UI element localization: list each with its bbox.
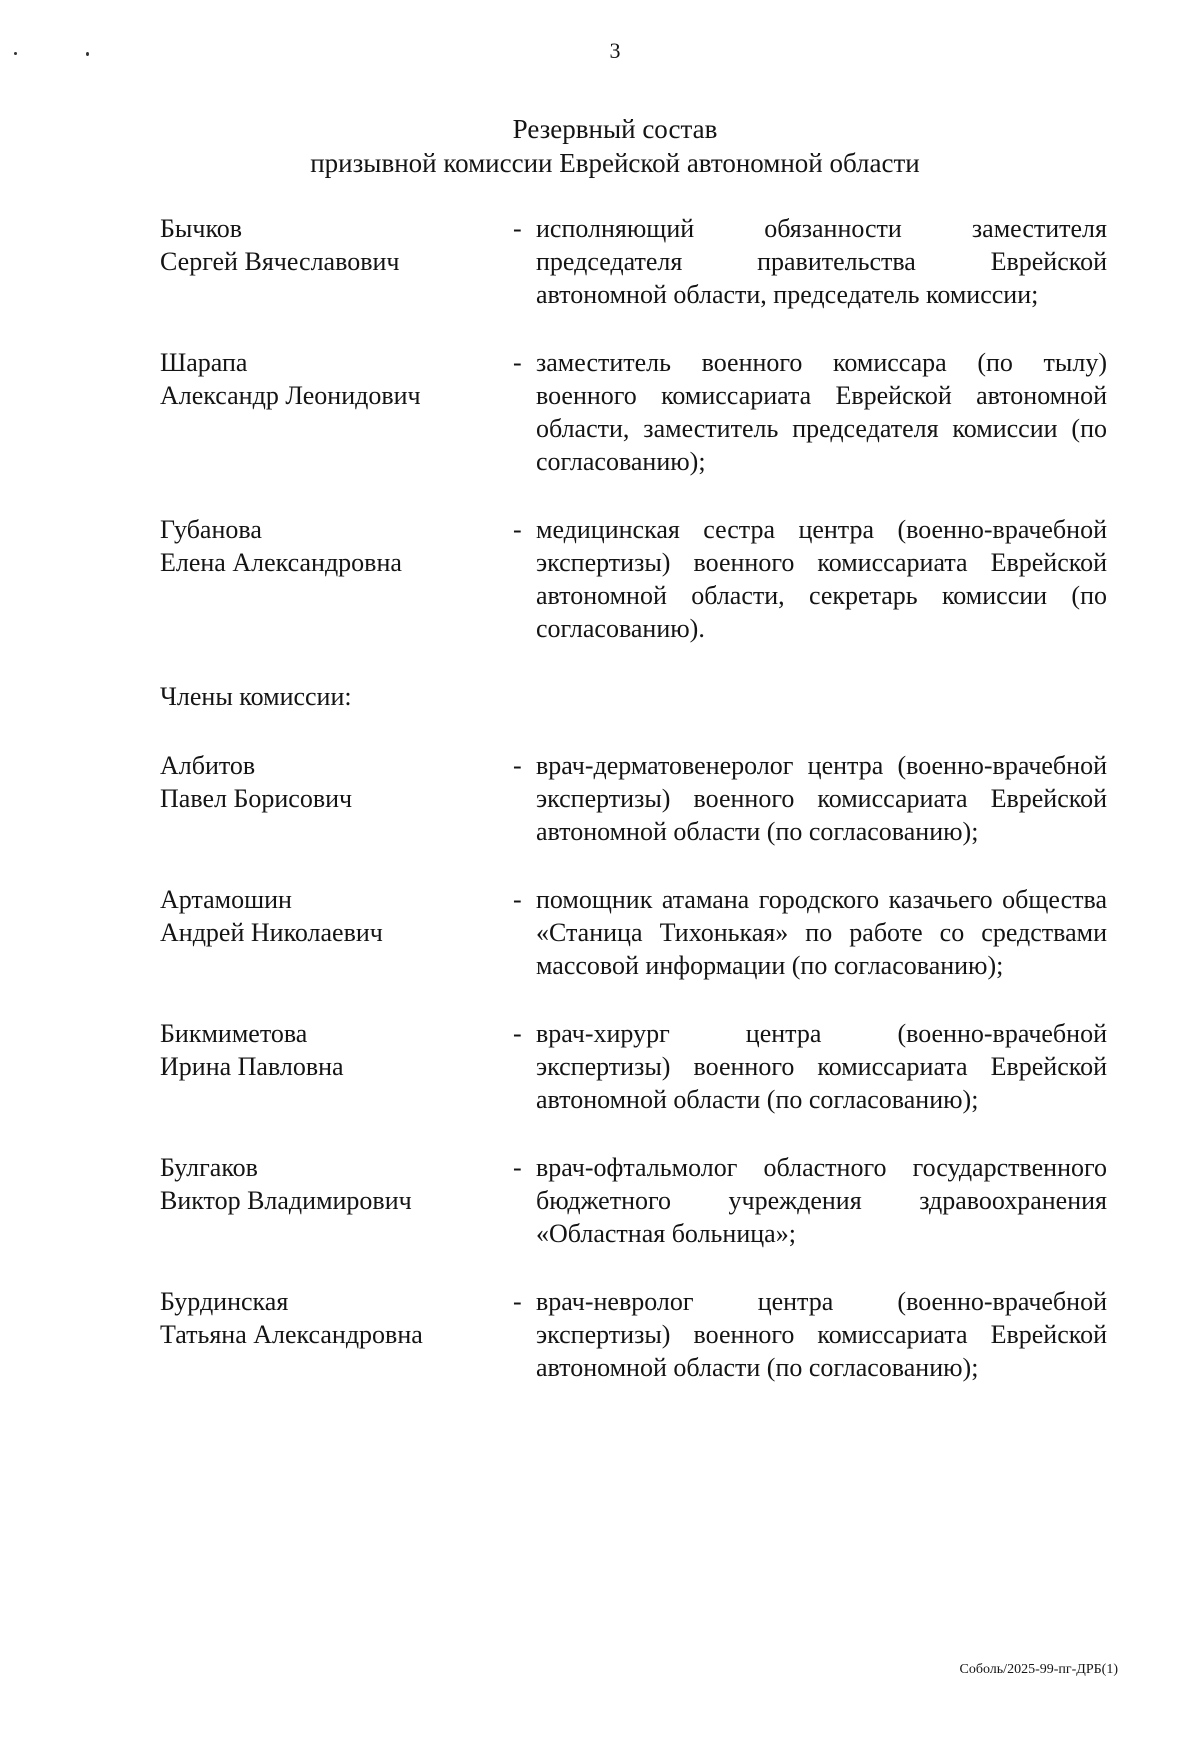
title-line-2: призывной комиссии Еврейской автономной области bbox=[310, 148, 920, 178]
position-description: врач-невролог центра (военно-врачебной экспертизы) военного комиссариата Еврейской автономной области (по согласованию); bbox=[536, 1287, 1107, 1382]
dash: - bbox=[513, 751, 522, 780]
position-description: заместитель военного комиссара (по тылу) военного комиссариата Еврейской автономной области, заместитель председателя комиссии (по согласованию); bbox=[536, 348, 1107, 476]
given-names: Ирина Павловна bbox=[160, 1052, 344, 1081]
position-description: врач-хирург центра (военно-врачебной экспертизы) военного комиссариата Еврейской автономной области (по согласованию); bbox=[536, 1019, 1107, 1114]
surname: Артамошин bbox=[160, 885, 292, 914]
dash: - bbox=[513, 214, 522, 243]
person-name bbox=[160, 1151, 510, 1250]
given-names: Павел Борисович bbox=[160, 784, 353, 813]
position-description: врач-дерматовенеролог центра (военно-врачебной экспертизы) военного комиссариата Еврейской автономной области (по согласованию); bbox=[536, 751, 1107, 846]
surname: Бурдинская bbox=[160, 1287, 289, 1316]
commission-entry bbox=[160, 346, 1107, 478]
person-name bbox=[160, 513, 510, 645]
person-name bbox=[160, 883, 510, 982]
given-names: Татьяна Александровна bbox=[160, 1320, 423, 1349]
member-entry bbox=[160, 1017, 1107, 1116]
dash: - bbox=[513, 1287, 522, 1316]
given-names: Виктор Владимирович bbox=[160, 1186, 412, 1215]
dash: - bbox=[513, 1153, 522, 1182]
surname: Албитов bbox=[160, 751, 256, 780]
members-heading: Члены комиссии: bbox=[160, 682, 352, 711]
person-name bbox=[160, 1285, 510, 1384]
position-description: медицинская сестра центра (военно-врачебной экспертизы) военного комиссариата Еврейской автономной области, секретарь комиссии (по согласованию). bbox=[536, 515, 1107, 643]
dash: - bbox=[513, 885, 522, 914]
person-name bbox=[160, 749, 510, 848]
commission-entry bbox=[160, 212, 1107, 311]
given-names: Елена Александровна bbox=[160, 548, 402, 577]
document-title bbox=[0, 112, 1200, 180]
given-names: Сергей Вячеславович bbox=[160, 247, 400, 276]
commission-entry bbox=[160, 513, 1107, 645]
member-entry bbox=[160, 1285, 1107, 1384]
member-entry bbox=[160, 883, 1107, 982]
surname: Шарапа bbox=[160, 348, 248, 377]
surname: Бикмиметова bbox=[160, 1019, 308, 1048]
surname: Булгаков bbox=[160, 1153, 258, 1182]
dash: - bbox=[513, 348, 522, 377]
position-description: исполняющий обязанности заместителя председателя правительства Еврейской автономной области, председатель комиссии; bbox=[536, 214, 1107, 309]
person-name bbox=[160, 346, 510, 478]
member-entry bbox=[160, 749, 1107, 848]
person-name bbox=[160, 1017, 510, 1116]
dash: - bbox=[513, 515, 522, 544]
position-description: помощник атамана городского казачьего общества «Станица Тихонькая» по работе со средствами массовой информации (по согласованию); bbox=[536, 885, 1107, 980]
title-line-1: Резервный состав bbox=[512, 114, 718, 144]
position-description: врач-офтальмолог областного государственного бюджетного учреждения здравоохранения «Областная больница»; bbox=[536, 1153, 1107, 1248]
person-name bbox=[160, 212, 510, 311]
document-reference-code: Соболь/2025-99-пг-ДРБ(1) bbox=[959, 1662, 1118, 1677]
surname: Бычков bbox=[160, 214, 243, 243]
member-entry bbox=[160, 1151, 1107, 1250]
commission-list bbox=[160, 212, 1107, 1384]
page-number: 3 bbox=[609, 38, 621, 63]
given-names: Андрей Николаевич bbox=[160, 918, 383, 947]
given-names: Александр Леонидович bbox=[160, 381, 421, 410]
dash: - bbox=[513, 1019, 522, 1048]
surname: Губанова bbox=[160, 515, 262, 544]
